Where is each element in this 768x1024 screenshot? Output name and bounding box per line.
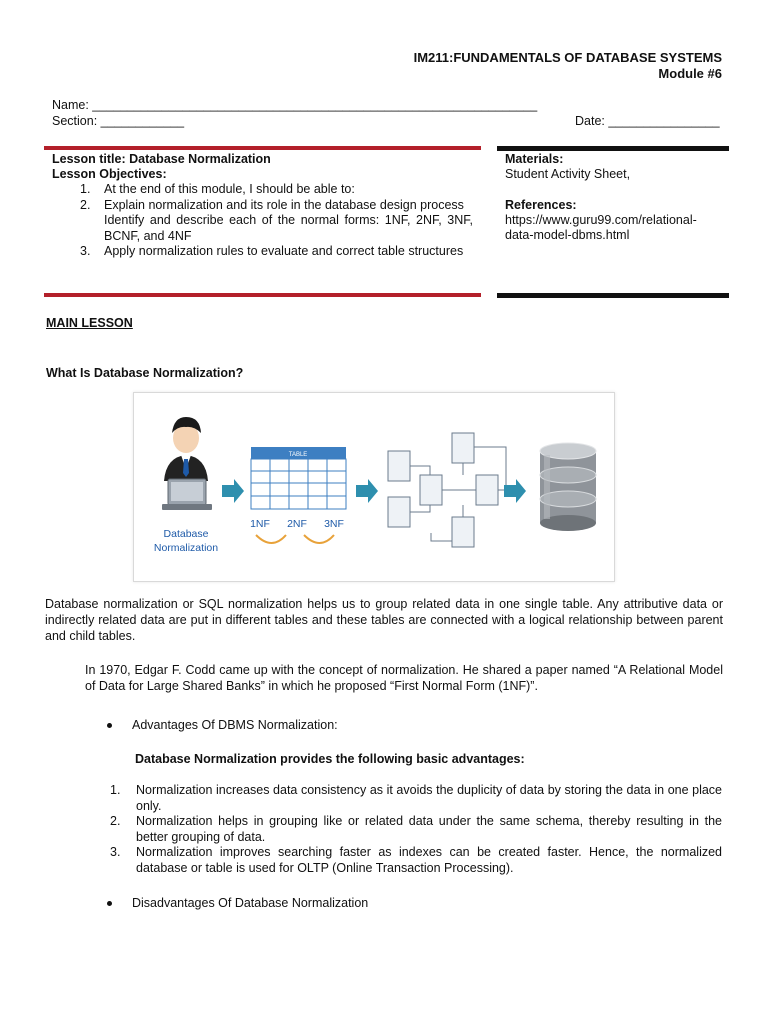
arrow-right-icon bbox=[356, 479, 378, 503]
advantage-item-number: 1. bbox=[110, 783, 121, 797]
materials-info bbox=[505, 152, 725, 243]
objective-item-text: At the end of this module, I should be able to: bbox=[104, 182, 355, 196]
materials-top-bar bbox=[497, 146, 729, 151]
nf2-label: 2NF bbox=[287, 518, 307, 530]
disadvantages-bullet-text: Disadvantages Of Database Normalization bbox=[132, 896, 369, 910]
paragraph-history: In 1970, Edgar F. Codd came up with the concept of normalization. He shared a paper named “A Relational Model of Data for Large Shared Banks” in which he proposed “First Normal Form (1NF)”. bbox=[85, 663, 723, 693]
objective-item bbox=[52, 213, 473, 244]
question-heading: What Is Database Normalization? bbox=[46, 366, 244, 380]
advantage-item-text: Normalization increases data consistency as it avoids the duplicity of data by storing the data in one place only. bbox=[136, 783, 722, 813]
advantages-heading: Database Normalization provides the following basic advantages: bbox=[135, 752, 525, 766]
date-field: Date: ________________ bbox=[575, 114, 720, 128]
bullet-icon bbox=[107, 901, 112, 906]
references-label: References: bbox=[505, 198, 577, 212]
figure-label-line2: Normalization bbox=[153, 542, 219, 554]
lesson-top-bar bbox=[44, 146, 481, 150]
bullet-icon bbox=[107, 723, 112, 728]
person-at-computer-icon bbox=[162, 417, 212, 510]
main-lesson-heading: MAIN LESSON bbox=[46, 316, 133, 330]
lesson-info bbox=[52, 152, 473, 260]
advantage-item-text: Normalization improves searching faster as indexes can be created faster. Hence, the normalized database or table is used for OLTP (Online Transaction Processing). bbox=[136, 845, 722, 875]
advantage-item-text: Normalization helps in grouping like or related data under the same schema, thereby resulting in the better grouping of data. bbox=[136, 814, 722, 844]
advantages-list bbox=[110, 783, 722, 876]
section-field: Section: ____________ bbox=[52, 114, 185, 128]
nf3-label: 3NF bbox=[324, 518, 344, 530]
materials-value: Student Activity Sheet, bbox=[505, 167, 631, 181]
advantage-item bbox=[110, 845, 722, 876]
paragraph-definition: Database normalization or SQL normalization helps us to group related data in one single table. Any attributive data or indirectly related data are put in different tables and these tables are connected with a logical relationship between parent and child tables. bbox=[45, 597, 723, 643]
objective-item bbox=[52, 244, 473, 260]
objective-item bbox=[52, 198, 473, 214]
objective-item-number: 1. bbox=[80, 182, 91, 196]
materials-label: Materials: bbox=[505, 152, 564, 166]
advantage-item-number: 2. bbox=[110, 814, 121, 828]
disadvantages-bullet bbox=[107, 896, 368, 910]
arrow-right-icon bbox=[504, 479, 526, 503]
objectives-list bbox=[52, 182, 473, 260]
objective-item bbox=[52, 182, 473, 198]
figure-label-line1: Database bbox=[163, 528, 209, 540]
advantage-item-number: 3. bbox=[110, 845, 121, 859]
curved-arrow-icon bbox=[256, 535, 286, 543]
arrow-right-icon bbox=[222, 479, 244, 503]
objective-item-text: Identify and describe each of the normal forms: 1NF, 2NF, 3NF, BCNF, and 4NF bbox=[104, 213, 473, 243]
lesson-bottom-bar bbox=[44, 293, 481, 297]
curved-arrow-icon bbox=[304, 535, 334, 543]
module-number: Module #6 bbox=[658, 66, 722, 81]
table-header-text: TABLE bbox=[288, 452, 308, 458]
name-field: Name: ________________________________________________________________ bbox=[52, 98, 538, 112]
advantages-bullet-text: Advantages Of DBMS Normalization: bbox=[132, 718, 338, 732]
nf1-label: 1NF bbox=[250, 518, 270, 530]
objective-item-number: 3. bbox=[80, 244, 91, 258]
normalization-diagram bbox=[134, 393, 614, 581]
objective-item-text: Apply normalization rules to evaluate and correct table structures bbox=[104, 244, 464, 258]
advantage-item bbox=[110, 814, 722, 845]
normalization-figure bbox=[133, 392, 615, 582]
objective-item-text: Explain normalization and its role in the database design process bbox=[104, 197, 464, 212]
advantage-item bbox=[110, 783, 722, 814]
course-title: IM211:FUNDAMENTALS OF DATABASE SYSTEMS bbox=[413, 50, 722, 65]
database-icon bbox=[540, 443, 596, 531]
materials-bottom-bar bbox=[497, 293, 729, 298]
lesson-title: Lesson title: Database Normalization bbox=[52, 152, 271, 166]
objectives-label: Lesson Objectives: bbox=[52, 167, 167, 181]
references-line2: data-model-dbms.html bbox=[505, 228, 630, 242]
advantages-bullet bbox=[107, 718, 338, 732]
references-line1: https://www.guru99.com/relational- bbox=[505, 213, 697, 227]
objective-item-number: 2. bbox=[80, 197, 91, 212]
